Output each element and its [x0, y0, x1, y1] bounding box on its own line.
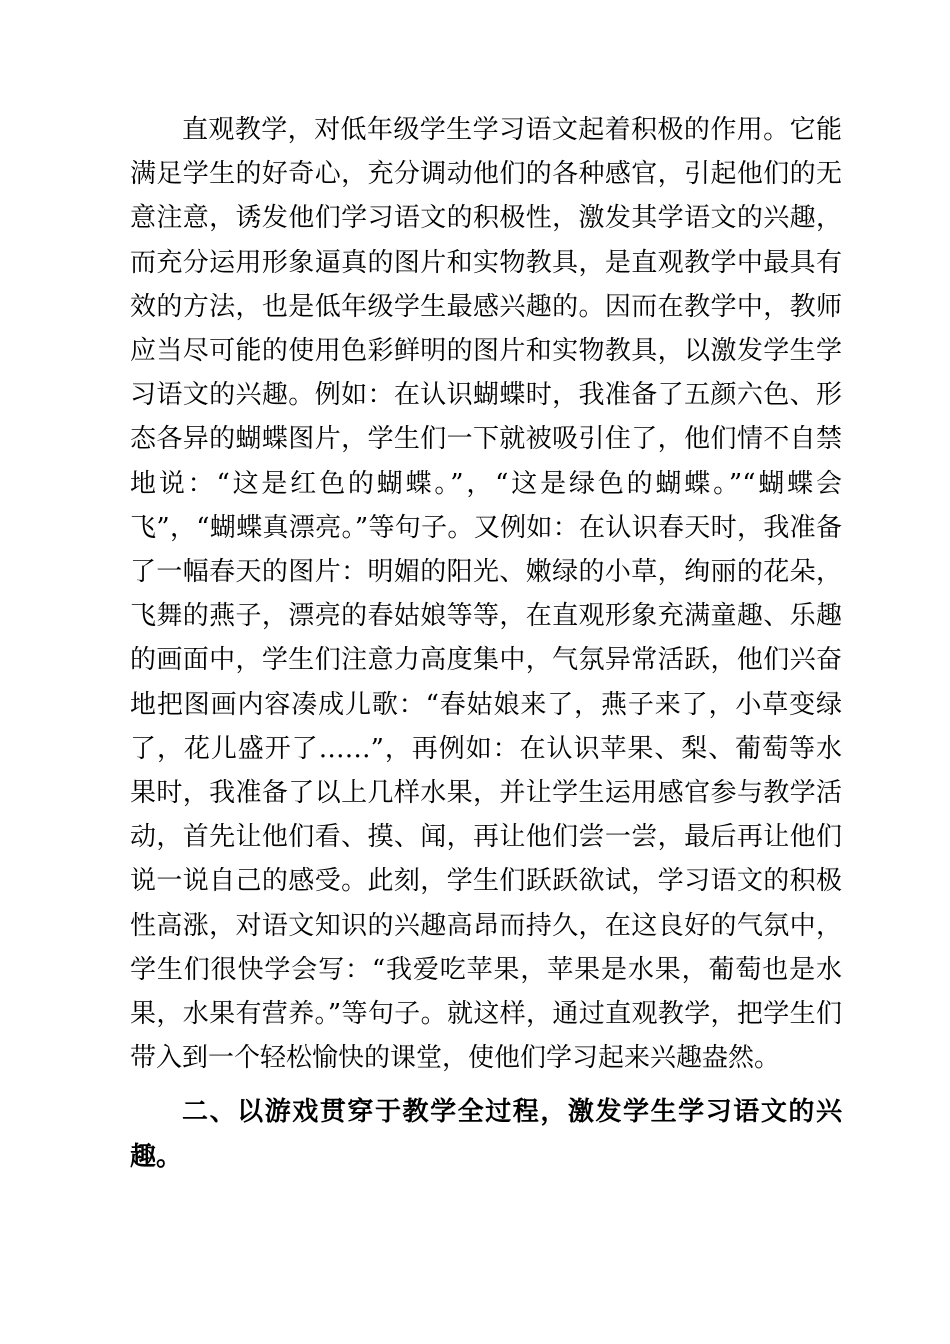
document-body	[130, 108, 842, 1179]
section-heading: 二、以游戏贯穿于教学全过程，激发学生学习语文的兴趣。	[130, 1097, 842, 1172]
body-paragraph: 直观教学，对低年级学生学习语文起着积极的作用。它能满足学生的好奇心，充分调动他们的各种感官，引起他们的无意注意，诱发他们学习语文的积极性，激发其学语文的兴趣，而充分运用形象逼真的图片和实物教具，是直观教学中最具有效的方法，也是低年级学生最感兴趣的。因而在教学中，教师应当尽可能的使用色彩鲜明的图片和实物教具，以激发学生学习语文的兴趣。例如：在认识蝴蝶时，我准备了五颜六色、形态各异的蝴蝶图片，学生们一下就被吸引住了，他们情不自禁地说：“这是红色的蝴蝶。”，“这是绿色的蝴蝶。”“蝴蝶会飞”，“蝴蝶真漂亮。”等句子。又例如：在认识春天时，我准备了一幅春天的图片：明媚的阳光、嫩绿的小草，绚丽的花朵，飞舞的燕子，漂亮的春姑娘等等，在直观形象充满童趣、乐趣的画面中，学生们注意力高度集中，气氛异常活跃，他们兴奋地把图画内容凑成儿歌：“春姑娘来了，燕子来了，小草变绿了，花儿盛开了……”，再例如：在认识苹果、梨、葡萄等水果时，我准备了以上几样水果，并让学生运用感官参与教学活动，首先让他们看、摸、闻，再让他们尝一尝，最后再让他们说一说自己的感受。此刻，学生们跃跃欲试，学习语文的积极性高涨，对语文知识的兴趣高昂而持久，在这良好的气氛中，学生们很快学会写：“我爱吃苹果，苹果是水果，葡萄也是水果，水果有营养。”等句子。就这样，通过直观教学，把学生们带入到一个轻松愉快的课堂，使他们学习起来兴趣盎然。	[130, 115, 842, 1074]
